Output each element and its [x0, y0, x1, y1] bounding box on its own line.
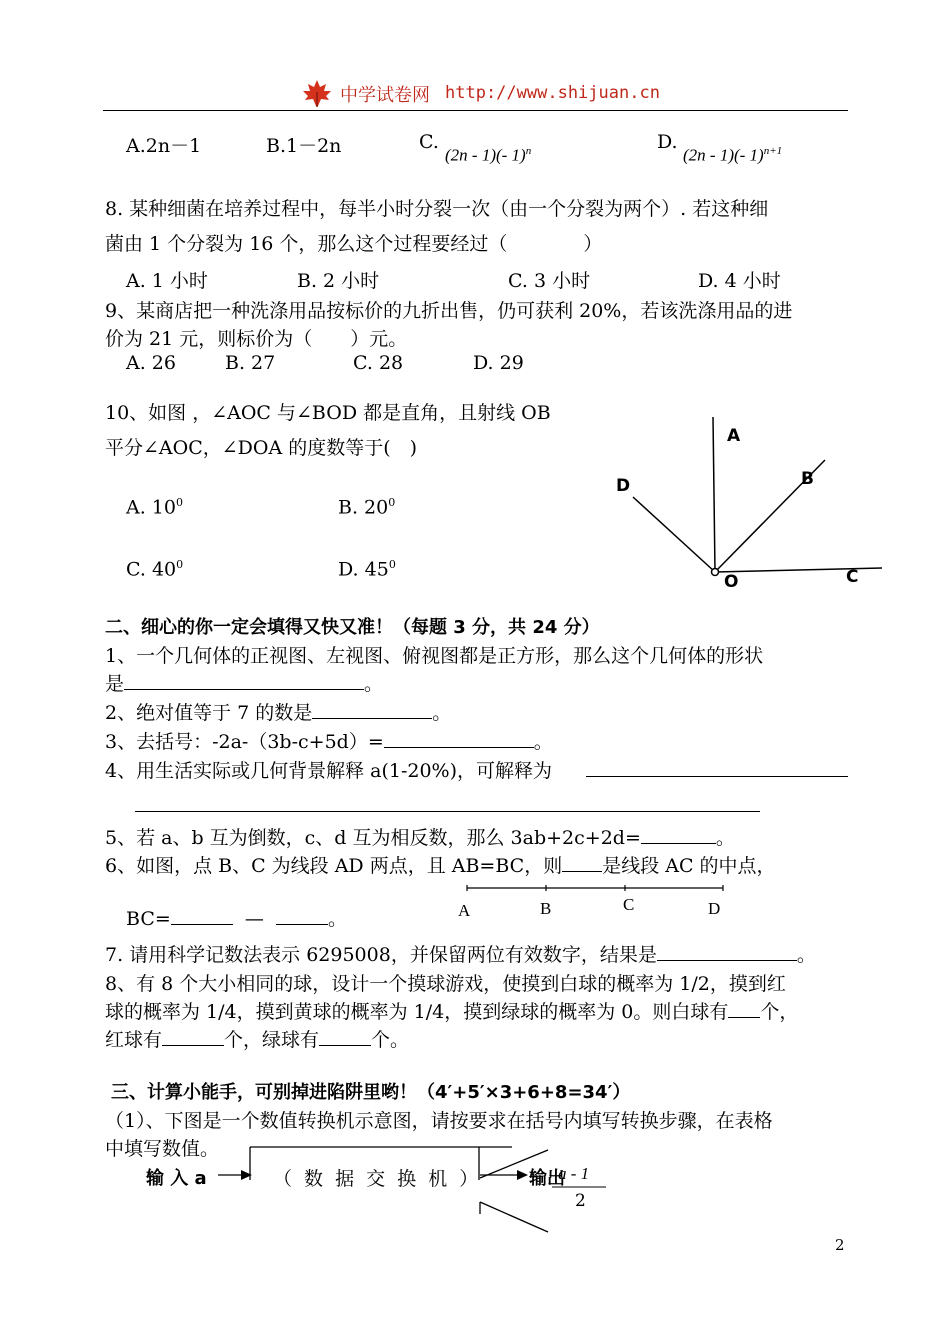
maple-leaf-logo-icon	[300, 78, 334, 108]
blank-s2-q4-line1[interactable]	[586, 776, 848, 777]
blank-s2-q1[interactable]	[124, 671, 364, 690]
blank-s2-q6-bc1[interactable]	[171, 906, 233, 925]
s2-q8-line1: 8、有 8 个大小相同的球，设计一个摸球游戏，使摸到白球的概率为 1/2，摸到红	[105, 973, 786, 995]
s2-q3: 3、去括号：-2a-（3b-c+5d）= 。	[105, 731, 553, 753]
output-denominator: 2	[575, 1191, 586, 1211]
segment-figure	[455, 878, 745, 923]
segment-label-d: D	[708, 899, 721, 918]
q7-option-b: B.1－2n	[266, 135, 342, 157]
q10-line2: 平分∠AOC，∠DOA 的度数等于( )	[105, 437, 418, 459]
s2-q6-line2: BC= — 。	[126, 908, 347, 930]
q8-option-d: D. 4 小时	[698, 270, 781, 292]
site-name: 中学试卷网	[340, 85, 430, 106]
segment-label-b: B	[540, 899, 552, 918]
blank-s2-q4-line2[interactable]	[135, 811, 760, 812]
section2-title: 二、细心的你一定会填得又快又准！（每题 3 分，共 24 分）	[105, 617, 600, 638]
blank-s2-q3[interactable]	[384, 729, 534, 748]
site-url[interactable]: http://www.shijuan.cn	[445, 83, 660, 103]
blank-s2-q6-midpoint[interactable]	[562, 853, 602, 872]
s2-q1-line2: 是 。	[105, 673, 384, 695]
header-rule	[103, 110, 848, 111]
s3-q1-line1: （1）、下图是一个数值转换机示意图，请按要求在括号内填写转换步骤，在表格	[105, 1110, 773, 1132]
output-label: 输出	[529, 1168, 565, 1189]
blank-s2-q8-green[interactable]	[319, 1027, 371, 1046]
q10-option-b: B. $20^0$	[338, 496, 396, 519]
s2-q6: 6、如图，点 B、C 为线段 AD 两点，且 AB=BC，则 是线段 AC 的中点，	[105, 855, 776, 877]
segment-label-a: A	[458, 901, 471, 920]
q8-line2: 菌由 1 个分裂为 16 个，那么这个过程要经过（ ）	[105, 233, 603, 255]
q8-option-b: B. 2 小时	[297, 270, 380, 292]
label-a: A	[727, 426, 741, 446]
s2-q5: 5、若 a、b 互为倒数，c、d 互为相反数，那么 3ab+2c+2d= 。	[105, 827, 735, 849]
q9-line2: 价为 21 元，则标价为（ ）元。	[105, 328, 408, 350]
s2-q8-line3: 红球有 个，绿球有 个。	[105, 1029, 410, 1051]
q7-option-a: A.2n－1	[126, 135, 202, 157]
blank-s2-q7[interactable]	[657, 942, 797, 961]
q9-option-b: B. 27	[225, 352, 276, 374]
label-b: B	[801, 469, 814, 489]
blank-s2-q8-red[interactable]	[162, 1027, 224, 1046]
q9-option-d: D. 29	[473, 352, 524, 374]
s3-q1-line2: 中填写数值。	[105, 1138, 220, 1160]
label-c: C	[846, 567, 859, 587]
blank-s2-q5[interactable]	[641, 825, 716, 844]
q9-option-c: C. 28	[353, 352, 404, 374]
ray-oa	[713, 417, 715, 572]
q9-option-a: A. 26	[126, 352, 176, 374]
q7-option-c-expr: (2n - 1)(- 1)$^n$	[445, 145, 532, 165]
branch-line-lower	[480, 1202, 548, 1232]
q7-option-d-label: D.	[657, 131, 678, 153]
machine-label: （ 数 据 交 换 机 ）	[273, 1168, 482, 1190]
q8-option-a: A. 1 小时	[126, 270, 208, 292]
blank-s2-q6-bc2[interactable]	[276, 906, 328, 925]
page-number: 2	[835, 1236, 845, 1254]
q10-option-d: D. $45^0$	[338, 558, 396, 581]
s2-q7: 7. 请用科学记数法表示 6295008，并保留两位有效数字，结果是 。	[105, 944, 816, 966]
s2-q2: 2、绝对值等于 7 的数是 。	[105, 702, 452, 724]
blank-s2-q8-white[interactable]	[728, 999, 760, 1018]
s2-q4: 4、用生活实际或几何背景解释 a(1-20%)，可解释为	[105, 760, 553, 782]
q7-option-d-expr: (2n - 1)(- 1)$^{n+1}$	[683, 145, 783, 165]
page-header	[300, 78, 660, 108]
vertex-o	[712, 569, 719, 576]
q8-option-c: C. 3 小时	[508, 270, 591, 292]
q10-option-c: C. $40^0$	[126, 558, 184, 581]
q7-option-c-label: C.	[419, 131, 439, 153]
output-arrowhead-icon	[517, 1170, 528, 1180]
ray-od	[633, 497, 715, 572]
input-label: 输 入 a	[146, 1168, 207, 1189]
segment-label-c: C	[623, 895, 635, 914]
output-numerator: a - 1	[558, 1164, 590, 1183]
label-d: D	[616, 476, 631, 496]
section3-title: 三、计算小能手，可别掉进陷阱里哟！（4′+5′×3+6+8=34′）	[111, 1082, 631, 1103]
s2-q1-line1: 1、一个几何体的正视图、左视图、俯视图都是正方形，那么这个几何体的形状	[105, 645, 764, 667]
s2-q8-line2: 球的概率为 1/4，摸到黄球的概率为 1/4，摸到绿球的概率为 0。则白球有 个，	[105, 1001, 799, 1023]
q9-line1: 9、某商店把一种洗涤用品按标价的九折出售，仍可获利 20%，若该洗涤用品的进	[105, 300, 793, 322]
q10-line1: 10、如图 ，∠AOC 与∠BOD 都是直角，且射线 OB	[105, 402, 551, 424]
angle-figure	[600, 415, 890, 595]
label-o: O	[724, 572, 739, 592]
q8-line1: 8. 某种细菌在培养过程中，每半小时分裂一次（由一个分裂为两个）. 若这种细	[105, 198, 769, 220]
blank-s2-q2[interactable]	[312, 700, 432, 719]
q10-option-a: A. $10^0$	[126, 496, 183, 519]
